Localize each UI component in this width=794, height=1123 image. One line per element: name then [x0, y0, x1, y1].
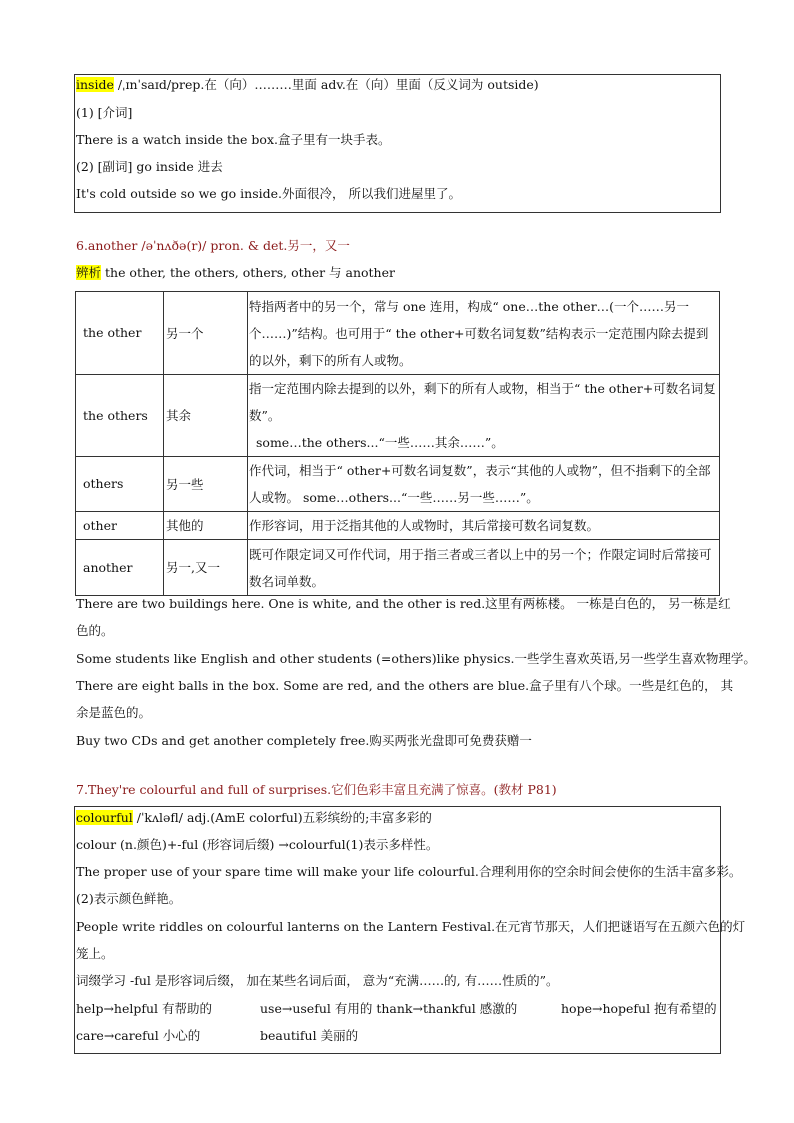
colourful-definition: colourful /ˈkʌləfl/ adj.(AmE colorful)五彩缤纷的;丰富多彩的 [76, 810, 432, 825]
table-cell-description: 特指两者中的另一个，常与 one 连用，构成“ one…the other…(一个……另一个……)”结构。也可用于“ the other+可数名词复数”结构表示一定范围内除去提到的以外，剩下的所有人或物。 [248, 292, 720, 375]
word-list-item: help→helpful 有帮助的 [76, 1001, 213, 1016]
table-cell-word: other [76, 512, 164, 540]
word-list-item: hope→hopeful 抱有希望的 [561, 1001, 717, 1016]
comparison-table [75, 291, 720, 596]
example-sentence: People write riddles on colourful lanterns on the Lantern Festival.在元宵节那天，人们把谜语写在五颜六色的灯 [76, 919, 746, 934]
suffix-note: 词缀学习 -ful 是形容词后缀， 加在某些名词后面， 意为“充满……的, 有……性质的”。 [76, 973, 559, 988]
usage-note: (2)表示颜色鲜艳。 [76, 891, 182, 906]
table-cell-meaning: 另一个 [164, 292, 248, 375]
headword-inside: inside [76, 77, 114, 92]
table-row [76, 512, 720, 540]
word-list-item: use→useful 有用的 thank→thankful 感激的 [260, 1001, 518, 1016]
example-sentence: There is a watch inside the box.盒子里有一块手表。 [76, 132, 391, 147]
example-sentence-cont: 笼上。 [76, 946, 114, 961]
section-heading-colourful: 7.They're colourful and full of surprises.它们色彩丰富且充满了惊喜。(教材 P81) [76, 782, 557, 797]
table-row [76, 540, 720, 596]
table-cell-meaning: 另一,又一 [164, 540, 248, 596]
example-sentence: It's cold outside so we go inside.外面很冷， 所以我们进屋里了。 [76, 186, 461, 201]
example-sentence: The proper use of your spare time will make your life colourful.合理利用你的空余时间会使你的生活丰富多彩。 [76, 864, 742, 879]
section-heading-another: 6.another /əˈnʌðə(r)/ pron. & det.另一，又一 [76, 238, 350, 253]
table-cell-description: 作代词，相当于“ other+可数名词复数”，表示“其他的人或物”，但不指剩下的全部人或物。 some…others...“一些……另一些……”。 [248, 457, 720, 512]
comparison-intro: 辨析 the other, the others, others, other 与 another [76, 265, 395, 280]
table-cell-word: others [76, 457, 164, 512]
table-row [76, 457, 720, 512]
usage-adverb: (2) [副词] go inside 进去 [76, 159, 223, 174]
table-cell-word: the others [76, 375, 164, 457]
table-row [76, 375, 720, 457]
table-cell-description: 指一定范围内除去提到的以外，剩下的所有人或物，相当于“ the other+可数名词复数”。 some…the others...“一些……其余……”。 [248, 375, 720, 457]
table-cell-meaning: 另一些 [164, 457, 248, 512]
table-cell-meaning: 其余 [164, 375, 248, 457]
table-cell-description: 作形容词，用于泛指其他的人或物时，其后常接可数名词复数。 [248, 512, 720, 540]
table-cell-word: the other [76, 292, 164, 375]
table-cell-description: 既可作限定词又可作代词，用于指三者或三者以上中的另一个；作限定词时后常接可数名词单数。 [248, 540, 720, 596]
usage-preposition: (1) [介词] [76, 105, 133, 120]
headword-colourful: colourful [76, 810, 133, 825]
table-cell-meaning: 其他的 [164, 512, 248, 540]
comparison-tag: 辨析 [76, 265, 102, 280]
word-list-item: care→careful 小心的 [76, 1028, 201, 1043]
inside-definition: inside /ˌɪnˈsaɪd/prep.在（向）………里面 adv.在（向）里面（反义词为 outside) [76, 77, 539, 92]
word-formation: colour (n.颜色)+-ful (形容词后缀) →colourful(1)表示多样性。 [76, 837, 439, 852]
example-paragraph: There are eight balls in the box. Some are red, and the others are blue.盒子里有八个球。一些是红色的， 其余是蓝色的。 [76, 678, 734, 720]
word-list-item: beautiful 美丽的 [260, 1028, 359, 1043]
example-paragraph: Some students like English and other students (=others)like physics.一些学生喜欢英语,另一些学生喜欢物理学。 [76, 651, 756, 666]
table-row [76, 292, 720, 375]
example-paragraph: Buy two CDs and get another completely free.购买两张光盘即可免费获赠一 [76, 733, 532, 748]
example-paragraph: There are two buildings here. One is white, and the other is red.这里有两栋楼。 一栋是白色的， 另一栋是红色的。 [76, 596, 731, 638]
table-cell-word: another [76, 540, 164, 596]
